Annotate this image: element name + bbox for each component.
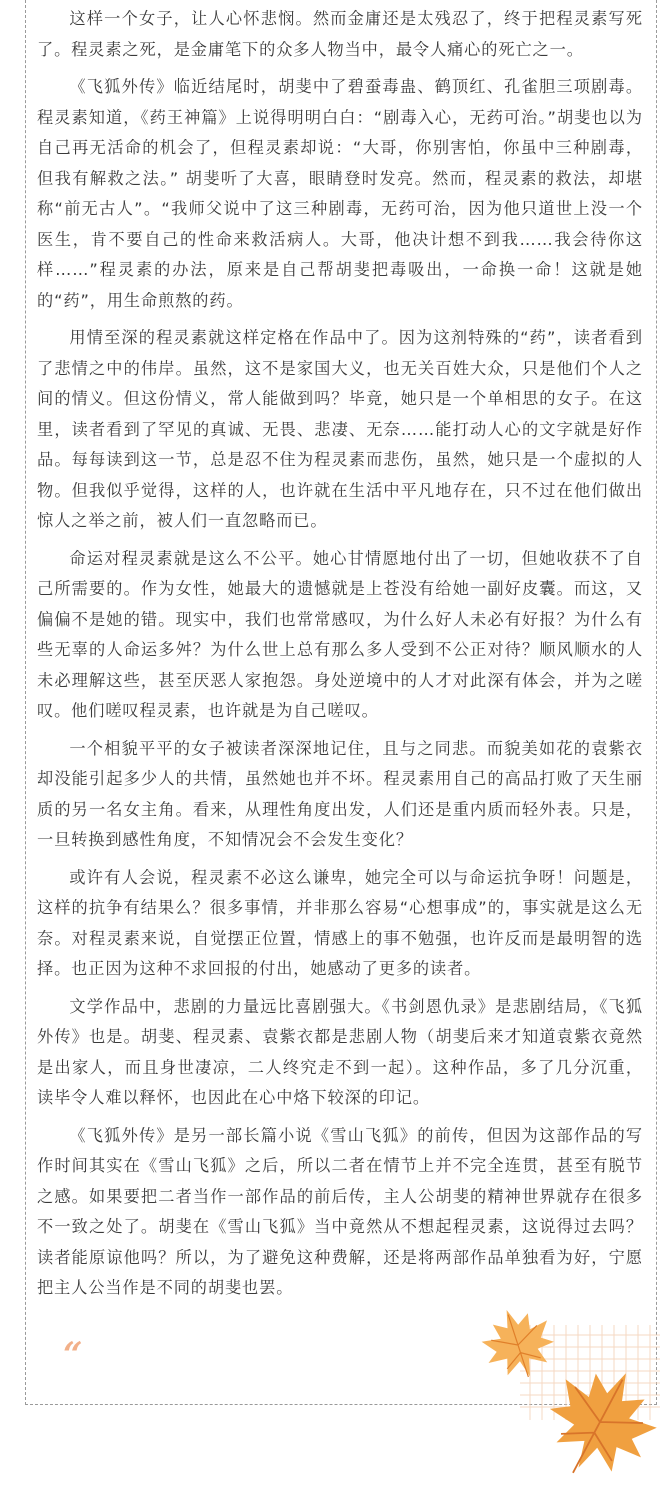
paragraph-8: 《飞狐外传》是另一部长篇小说《雪山飞狐》的前传，但因为这部作品的写作时间其实在《雪山飞狐》之后，所以二者在情节上并不完全连贯，甚至有脱节之感。如果要把二者当作一部作品的前后传，主人公胡斐的精神世界就存在很多不一致之处了。胡斐在《雪山飞狐》当中竟然从不想起程灵素，这说得过去吗？读者能原谅他吗？所以，为了避免这种费解，还是将两部作品单独看为好，宁愿把主人公当作是不同的胡斐也罢。 [37, 1125, 643, 1297]
paragraph-6: 或许有人会说，程灵素不必这么谦卑，她完全可以与命运抗争呀！问题是，这样的抗争有结果么？很多事情，并非那么容易“心想事成”的，事实就是这么无奈。对程灵素来说，自觉摆正位置，情感上的事不勉强，也许反而是最明智的选择。也正因为这种不求回报的付出，她感动了更多的读者。 [37, 867, 643, 978]
paragraph-1: 这样一个女子，让人心怀悲悯。然而金庸还是太残忍了，终于把程灵素写死了。程灵素之死，是金庸笔下的众多人物当中，最令人痛心的死亡之一。 [37, 9, 643, 59]
quote-icon: “ [63, 1335, 83, 1375]
paragraph-7: 文学作品中，悲剧的力量远比喜剧强大。《书剑恩仇录》是悲剧结局，《飞狐外传》也是。胡斐、程灵素、袁紫衣都是悲剧人物（胡斐后来才知道袁紫衣竟然是出家人，而且身世凄凉，二人终究走不到一起）。这种作品，多了几分沉重，读毕令人难以释怀，也因此在心中烙下较深的印记。 [37, 996, 643, 1107]
paragraph-4: 命运对程灵素就是这么不公平。她心甘情愿地付出了一切，但她收获不了自己所需要的。作为女性，她最大的遗憾就是上苍没有给她一副好皮囊。而这，又偏偏不是她的错。现实中，我们也常常感叹，为什么好人未必有好报？为什么有些无辜的人命运多舛？为什么世上总有那么多人受到不公正对待？顺风顺水的人未必理解这些，甚至厌恶人家抱怨。身处逆境中的人才对此深有体会，并为之嗟叹。他们嗟叹程灵素，也许就是为自己嗟叹。 [37, 548, 643, 720]
article-body [37, 4, 643, 1311]
paragraph-3: 用情至深的程灵素就这样定格在作品中了。因为这剂特殊的“药”，读者看到了悲情之中的伟岸。虽然，这不是家国大义，也无关百姓大众，只是他们个人之间的情义。但这份情义，常人能做到吗？毕竟，她只是一个单相思的女子。在这里，读者看到了罕见的真诚、无畏、悲凄、无奈……能打动人心的文字就是好作品。每每读到这一节，总是忍不住为程灵素而悲伤，虽然，她只是一个虚拟的人物。但我似乎觉得，这样的人，也许就在生活中平凡地存在，只不过在他们做出惊人之举之前，被人们一直忽略而已。 [37, 328, 643, 530]
paragraph-2: 《飞狐外传》临近结尾时，胡斐中了碧蚕毒蛊、鹤顶红、孔雀胆三项剧毒。程灵素知道，《药王神篇》上说得明明白白：“剧毒入心，无药可治。”胡斐也以为自己再无活命的机会了，但程灵素却说：“大哥，你别害怕，你虽中三种剧毒，但我有解救之法。” 胡斐听了大喜，眼睛登时发亮。然而，程灵素的救法，却堪称“前无古人”。“我师父说中了这三种剧毒，无药可治，因为他只道世上没一个医生，肯不要自己的性命来救活病人。大哥，他决计想不到我……我会待你这样……”程灵素的办法，原来是自己帮胡斐把毒吸出，一命换一命！这就是她的“药”，用生命煎熬的药。 [37, 77, 643, 310]
paragraph-5: 一个相貌平平的女子被读者深深地记住，且与之同悲。而貌美如花的袁紫衣却没能引起多少人的共情，虽然她也并不坏。程灵素用自己的高品打败了天生丽质的另一名女主角。看来，从理性角度出发，人们还是重内质而轻外表。只是，一旦转换到感性角度，不知情况会不会发生变化？ [37, 738, 643, 849]
maple-leaf-icon [540, 1362, 660, 1482]
